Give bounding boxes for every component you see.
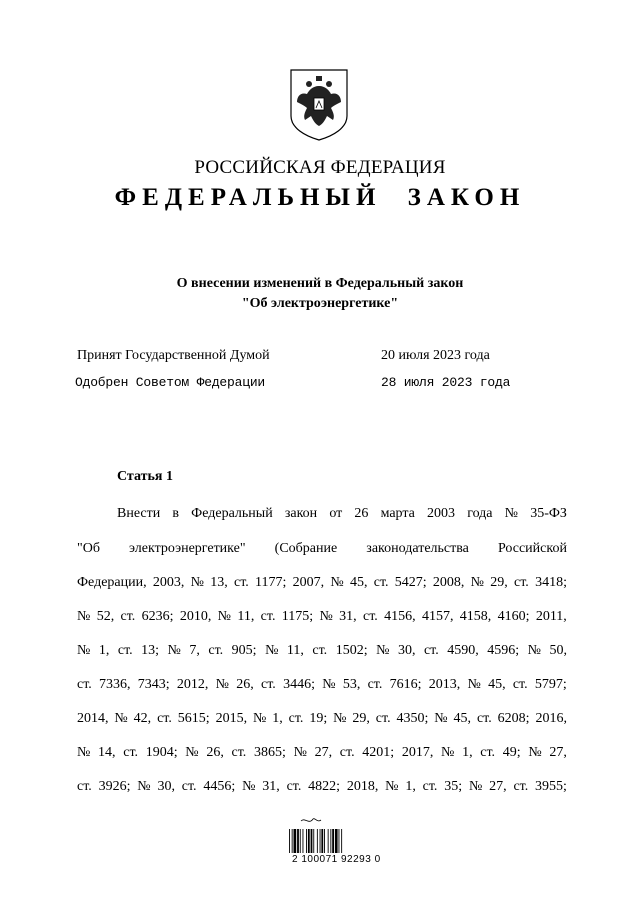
word: 52,	[96, 609, 115, 624]
word: 45,	[453, 711, 472, 726]
word: закон	[284, 506, 318, 521]
word: 1175;	[281, 609, 314, 624]
article-body-line	[77, 609, 567, 625]
word: №	[527, 643, 541, 658]
article-body-line	[77, 745, 567, 761]
word: 3865;	[253, 745, 286, 760]
word: 5797;	[534, 677, 567, 692]
word: 4596;	[487, 643, 520, 658]
word: от	[329, 506, 343, 521]
word: 2010,	[179, 609, 212, 624]
word: ст.	[77, 779, 92, 794]
word: №	[322, 677, 336, 692]
word: законодательства	[366, 541, 469, 556]
word: ст.	[261, 677, 276, 692]
article-heading: Статья 1	[117, 469, 173, 484]
word: ст.	[208, 643, 224, 658]
article-body-line	[77, 711, 567, 727]
word: №	[217, 609, 232, 624]
barcode-number: 2 100071 92293 0	[292, 854, 381, 865]
word: в	[172, 506, 179, 521]
word: 1904;	[145, 745, 178, 760]
country-name: РОССИЙСКАЯ ФЕДЕРАЦИЯ	[194, 157, 446, 178]
word: №	[504, 506, 519, 521]
word: 26,	[206, 745, 224, 760]
word: 14,	[98, 745, 116, 760]
word: 30,	[157, 779, 175, 794]
word: 905;	[231, 643, 257, 658]
word: ст.	[375, 711, 391, 726]
word: 35-ФЗ	[530, 506, 567, 521]
law-type-heading: ФЕДЕРАЛЬНЫЙ ЗАКОН	[114, 184, 526, 211]
word: ст.	[423, 643, 439, 658]
word: "Об	[77, 541, 100, 556]
word: ст.	[373, 575, 389, 590]
word: ст.	[120, 609, 136, 624]
word: 7616;	[389, 677, 422, 692]
word: №	[333, 711, 347, 726]
word: 4160;	[497, 609, 530, 624]
word: №	[77, 643, 91, 658]
word: 1,	[98, 643, 110, 658]
word: ст.	[288, 711, 304, 726]
word: 7336,	[99, 677, 131, 692]
article-body-line	[77, 575, 567, 591]
duma-adoption-label: Принят Государственной Думой	[77, 348, 270, 363]
word: №	[185, 745, 199, 760]
word: №	[242, 779, 256, 794]
word: ст.	[286, 779, 302, 794]
word: ст.	[514, 575, 529, 590]
law-title	[0, 274, 640, 314]
word: 2017,	[401, 745, 434, 760]
word: 4156,	[384, 609, 416, 624]
word: 1502;	[335, 643, 368, 658]
word: 42,	[133, 711, 152, 726]
word: №	[385, 779, 399, 794]
word: ст.	[123, 745, 139, 760]
word: 1,	[405, 779, 416, 794]
word: 2012,	[176, 677, 209, 692]
article-body-line	[117, 506, 567, 522]
word: 26	[354, 506, 369, 521]
word: №	[167, 643, 181, 658]
word: 4590,	[447, 643, 479, 658]
word: 29,	[352, 711, 370, 726]
article-body-line	[77, 541, 567, 557]
article-body-line	[77, 643, 567, 659]
word: года	[467, 506, 493, 521]
word: ст.	[422, 779, 438, 794]
law-title-line: "Об электроэнергетике"	[241, 296, 399, 311]
word: ст.	[312, 643, 328, 658]
word: 4201;	[362, 745, 395, 760]
word: №	[468, 779, 483, 794]
word: 2007,	[292, 575, 325, 590]
word: 1177;	[255, 575, 287, 590]
word: №	[528, 745, 542, 760]
word: №	[190, 575, 204, 590]
word: ст.	[260, 609, 276, 624]
word: Федеральный	[191, 506, 273, 521]
word: 50,	[549, 643, 567, 658]
word: 11,	[237, 609, 255, 624]
word: 2003	[427, 506, 456, 521]
word: 6208;	[497, 711, 530, 726]
word: №	[265, 643, 279, 658]
word: 7,	[189, 643, 200, 658]
word: №	[77, 609, 91, 624]
word: №	[137, 779, 151, 794]
duma-adoption-date: 20 июля 2023 года	[381, 348, 490, 363]
word: 53,	[342, 677, 361, 692]
word: 45,	[350, 575, 368, 590]
council-approval-date: 28 июля 2023 года	[381, 375, 511, 390]
state-emblem-icon	[287, 66, 351, 142]
word: 35;	[444, 779, 463, 794]
word: 4456;	[203, 779, 236, 794]
word: (Собрание	[274, 541, 338, 556]
word: 13;	[141, 643, 160, 658]
word: 5615;	[177, 711, 210, 726]
word: №	[467, 677, 481, 692]
word: 2015,	[215, 711, 248, 726]
word: ст.	[117, 643, 133, 658]
word: 3446;	[283, 677, 315, 692]
word: №	[215, 677, 230, 692]
word: 49;	[502, 745, 521, 760]
word: 45,	[488, 677, 506, 692]
word: 27,	[489, 779, 507, 794]
word: ст.	[181, 779, 197, 794]
word: 3926;	[98, 779, 131, 794]
word: 30,	[397, 643, 416, 658]
word: 29,	[490, 575, 508, 590]
council-approval-label: Одобрен Советом Федерации	[75, 375, 266, 390]
word: 4350;	[396, 711, 429, 726]
word: Внести	[117, 506, 161, 521]
word: 2013,	[428, 677, 461, 692]
word: 2014,	[77, 711, 109, 726]
article-body-line	[77, 677, 567, 693]
word: №	[252, 711, 267, 726]
word: 31,	[339, 609, 357, 624]
word: 11,	[286, 643, 304, 658]
word: №	[470, 575, 485, 590]
word: ст.	[77, 677, 92, 692]
word: №	[441, 745, 455, 760]
word: ст.	[476, 711, 492, 726]
word: 27,	[549, 745, 567, 760]
law-title-line: О внесении изменений в Федеральный закон	[176, 276, 464, 291]
word: №	[293, 745, 307, 760]
word: 27,	[314, 745, 333, 760]
word: 13,	[210, 575, 228, 590]
word: 2018,	[346, 779, 379, 794]
word: 2008,	[432, 575, 465, 590]
word: 4158,	[459, 609, 492, 624]
word: 3955;	[535, 779, 567, 794]
word: 5427;	[394, 575, 427, 590]
word: №	[376, 643, 390, 658]
word: 4157,	[421, 609, 454, 624]
word: №	[319, 609, 333, 624]
word: ст.	[480, 745, 496, 760]
word: марта	[380, 506, 415, 521]
word: 7343;	[137, 677, 170, 692]
word: ст.	[157, 711, 172, 726]
word: ст.	[363, 609, 378, 624]
word: 1,	[272, 711, 283, 726]
word: №	[77, 745, 91, 760]
word: 1,	[462, 745, 473, 760]
word: ст.	[367, 677, 383, 692]
word: ст.	[512, 677, 528, 692]
word: №	[434, 711, 448, 726]
word: 2011,	[535, 609, 567, 624]
word: ст.	[339, 745, 355, 760]
word: 4822;	[308, 779, 341, 794]
word: Российской	[497, 541, 567, 556]
word: электроэнергетике"	[129, 541, 246, 556]
word: 3418;	[535, 575, 567, 590]
word: №	[330, 575, 344, 590]
word: ст.	[231, 745, 247, 760]
article-body-line	[77, 779, 567, 795]
word: 31,	[262, 779, 280, 794]
word: 2016,	[535, 711, 567, 726]
word: 26,	[236, 677, 254, 692]
word: 19;	[309, 711, 328, 726]
word: 2003,	[152, 575, 185, 590]
word: 6236;	[141, 609, 174, 624]
word: ст.	[233, 575, 249, 590]
word: №	[114, 711, 128, 726]
word: ст.	[513, 779, 529, 794]
word: Федерации,	[77, 575, 147, 590]
